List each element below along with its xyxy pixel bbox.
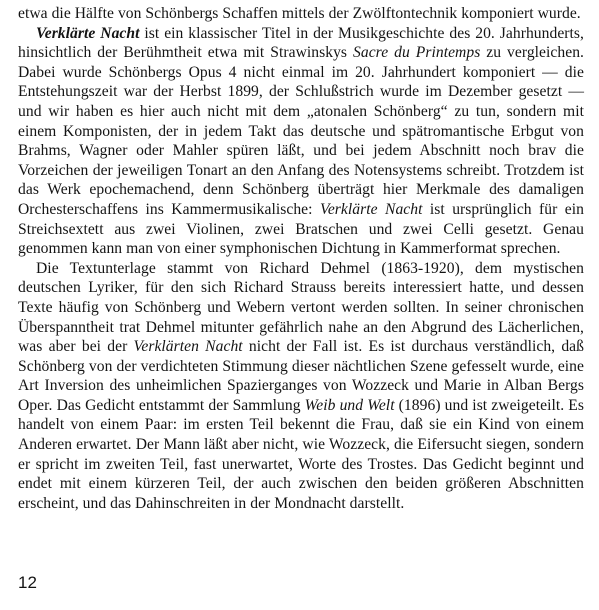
paragraph-1 — [18, 4, 584, 24]
paragraph-2 — [18, 24, 584, 259]
text-run: zu vergleichen. Dabei wurde Schönbergs Opus 4 nicht einmal im 20. Jahrhundert komponiert — die Entstehungszeit war der Herbst 1899, der Schlußstrich wurde im Dezember gesetzt — und wir haben es hier auch nicht mit dem „atonalen Schönberg“ zu tun, sondern mit einem Komponisten, der in jedem Takt das deutsche und spätromantische Erbgut von Brahms, Wagner oder Mahler spüren läßt, und bei jedem Abschnitt noch brav die Vorzeichen der jeweiligen Tonart an den Anfang des Notensystems schreibt. Trotzdem ist das Werk epochemachend, denn Schönberg überträgt hier Merkmale des damaligen Orchesterschaffens ins Kammermusikalische: — [18, 44, 584, 218]
page-body — [18, 4, 584, 513]
text-run: Die Textunterlage stammt von Richard Dehmel (1863-1920), dem mystischen deutschen Lyriker, für den sich Richard Strauss bereits interessiert hatte, und dessen Texte häufig von Schönberg und Webern vertont werden sollten. In seiner chronischen Überspanntheit trat Dehmel mitunter gefährlich nahe an den Abgrund des Lächerlichen, was aber bei der — [18, 259, 584, 356]
work-title-italic: Verklärten Nacht — [133, 338, 243, 356]
work-title-bold: Verklärte Nacht — [36, 24, 140, 42]
paragraph-3 — [18, 259, 584, 514]
work-title-italic: Verklärte Nacht — [319, 200, 423, 218]
text-run: nicht der Fall ist. Es ist durchaus verständlich, daß Schönberg von der verdichteten Stimmung dieser nächtlichen Szene gefesselt wurde, eine Art Inversion des unheimlichen Spazierganges von Wozzeck und Marie in Alban Bergs Oper. Das Gedicht entstammt der Sammlung — [18, 338, 584, 414]
work-title-italic: Sacre du Printemps — [353, 44, 481, 62]
text-run: etwa die Hälfte von Schönbergs Schaffen mittels der Zwölftontechnik komponiert wurde. — [18, 5, 581, 22]
text-run: ist ein klassischer Titel in der Musikgeschichte des 20. Jahrhunderts, hinsichtlich der Berühmtheit etwa mit Strawinskys — [18, 24, 584, 62]
work-title-italic: Weib und Welt — [304, 396, 395, 414]
text-run: ist ursprünglich für ein Streichsextett aus zwei Violinen, zwei Bratschen und zwei Celli gesetzt. Genau genommen kann man von einer symphonischen Dichtung in Kammerformat sprechen. — [18, 200, 584, 258]
text-run: (1896) und ist zweigeteilt. Es handelt von einem Paar: im ersten Teil bekennt die Frau, daß sie ein Kind von einem Anderen erwartet. Der Mann läßt aber nicht, wie Wozzeck, die Eifersucht siegen, sondern er spricht im zweiten Teil, fast unerwartet, Worte des Trostes. Das Gedicht beginnt und endet mit einem kürzeren Teil, der auch zwischen den beiden größeren Abschnitten erscheint, und das Dahinschreiten in der Mondnacht darstellt. — [18, 396, 585, 512]
page-number: 12 — [18, 573, 37, 592]
